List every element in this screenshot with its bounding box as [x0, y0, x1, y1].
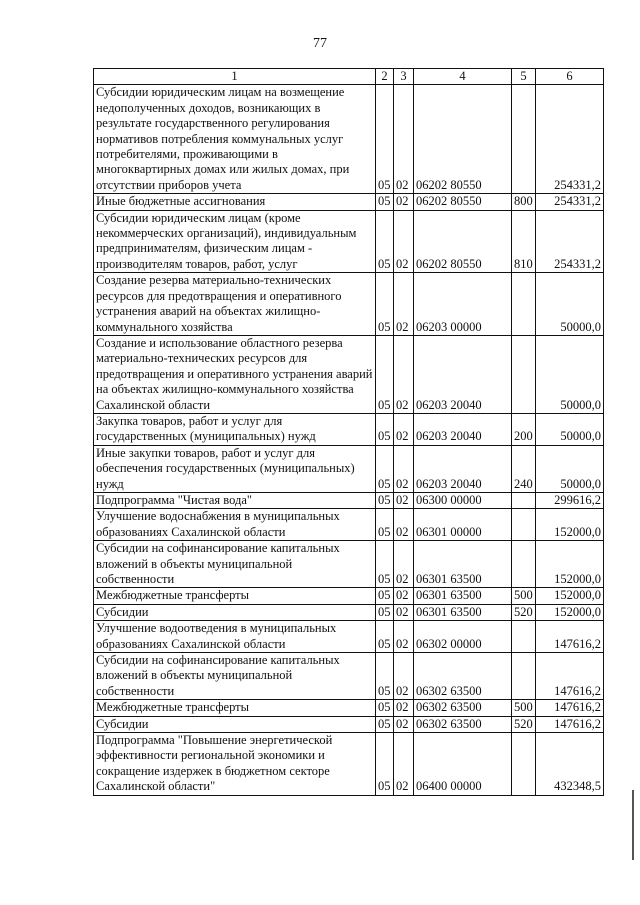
row-vr-cell	[512, 621, 536, 653]
row-csr-cell: 06203 20040	[414, 335, 512, 413]
row-csr-cell: 06202 80550	[414, 85, 512, 194]
row-vr-cell: 520	[512, 604, 536, 620]
row-vr-cell	[512, 335, 536, 413]
row-pr-cell: 02	[394, 413, 414, 445]
row-rz-cell: 05	[376, 604, 394, 620]
row-pr-cell: 02	[394, 588, 414, 604]
row-pr-cell: 02	[394, 273, 414, 336]
row-rz-cell: 05	[376, 621, 394, 653]
row-name-cell: Улучшение водоотведения в муниципальных образованиях Сахалинской области	[94, 621, 376, 653]
row-rz-cell: 05	[376, 700, 394, 716]
row-vr-cell: 500	[512, 588, 536, 604]
row-csr-cell: 06302 63500	[414, 700, 512, 716]
row-rz-cell: 05	[376, 273, 394, 336]
row-pr-cell: 02	[394, 210, 414, 273]
row-amount-cell: 254331,2	[536, 85, 604, 194]
table-row	[94, 541, 604, 588]
row-rz-cell: 05	[376, 194, 394, 210]
row-amount-cell: 152000,0	[536, 541, 604, 588]
row-vr-cell: 500	[512, 700, 536, 716]
row-amount-cell: 50000,0	[536, 445, 604, 492]
row-amount-cell: 152000,0	[536, 604, 604, 620]
row-pr-cell: 02	[394, 445, 414, 492]
table-row	[94, 85, 604, 194]
row-vr-cell	[512, 541, 536, 588]
table-row	[94, 509, 604, 541]
row-csr-cell: 06202 80550	[414, 194, 512, 210]
table-row	[94, 653, 604, 700]
row-amount-cell: 147616,2	[536, 653, 604, 700]
row-csr-cell: 06301 00000	[414, 509, 512, 541]
row-csr-cell: 06302 63500	[414, 716, 512, 732]
row-pr-cell: 02	[394, 85, 414, 194]
row-rz-cell: 05	[376, 492, 394, 508]
row-vr-cell	[512, 85, 536, 194]
row-csr-cell: 06400 00000	[414, 733, 512, 796]
header-col-5: 5	[512, 69, 536, 85]
header-row	[94, 69, 604, 85]
row-amount-cell: 254331,2	[536, 210, 604, 273]
row-pr-cell: 02	[394, 621, 414, 653]
header-col-2: 2	[376, 69, 394, 85]
row-pr-cell: 02	[394, 700, 414, 716]
table-row	[94, 335, 604, 413]
row-amount-cell: 152000,0	[536, 509, 604, 541]
row-vr-cell: 800	[512, 194, 536, 210]
table-row	[94, 194, 604, 210]
row-name-cell: Подпрограмма "Повышение энергетической эффективности региональной экономики и сокращение издержек в бюджетном секторе Сахалинской области"	[94, 733, 376, 796]
row-name-cell: Иные закупки товаров, работ и услуг для обеспечения государственных (муниципальных) нужд	[94, 445, 376, 492]
row-pr-cell: 02	[394, 492, 414, 508]
row-rz-cell: 05	[376, 210, 394, 273]
row-name-cell: Улучшение водоснабжения в муниципальных образованиях Сахалинской области	[94, 509, 376, 541]
scan-edge-artifact	[632, 790, 634, 860]
table-row	[94, 492, 604, 508]
row-rz-cell: 05	[376, 335, 394, 413]
row-name-cell: Закупка товаров, работ и услуг для государственных (муниципальных) нужд	[94, 413, 376, 445]
row-name-cell: Создание резерва материально-технических ресурсов для предотвращения и оперативного устранения аварий на объектах жилищно-коммунального хозяйства	[94, 273, 376, 336]
row-rz-cell: 05	[376, 413, 394, 445]
row-name-cell: Субсидии	[94, 604, 376, 620]
row-pr-cell: 02	[394, 716, 414, 732]
row-pr-cell: 02	[394, 509, 414, 541]
row-amount-cell: 50000,0	[536, 273, 604, 336]
row-vr-cell	[512, 509, 536, 541]
row-pr-cell: 02	[394, 541, 414, 588]
row-vr-cell	[512, 273, 536, 336]
row-csr-cell: 06203 20040	[414, 413, 512, 445]
row-name-cell: Субсидии на софинансирование капитальных вложений в объекты муниципальной собственности	[94, 541, 376, 588]
table-row	[94, 700, 604, 716]
table-row	[94, 210, 604, 273]
row-name-cell: Создание и использование областного резерва материально-технических ресурсов для предотвращения и оперативного устранения аварий на объектах жилищно-коммунального хозяйства Сахалинской области	[94, 335, 376, 413]
row-amount-cell: 432348,5	[536, 733, 604, 796]
row-csr-cell: 06302 00000	[414, 621, 512, 653]
row-name-cell: Субсидии юридическим лицам на возмещение недополученных доходов, возникающих в результате государственного регулирования нормативов потребления коммунальных услуг потребителями, проживающими в многоквартирных домах или жилых домах, при отсутствии приборов учета	[94, 85, 376, 194]
header-col-6: 6	[536, 69, 604, 85]
row-csr-cell: 06301 63500	[414, 541, 512, 588]
row-pr-cell: 02	[394, 194, 414, 210]
page-number: 77	[313, 36, 327, 51]
row-name-cell: Субсидии	[94, 716, 376, 732]
row-csr-cell: 06301 63500	[414, 604, 512, 620]
row-csr-cell: 06202 80550	[414, 210, 512, 273]
row-rz-cell: 05	[376, 541, 394, 588]
row-vr-cell	[512, 733, 536, 796]
row-rz-cell: 05	[376, 716, 394, 732]
row-amount-cell: 50000,0	[536, 413, 604, 445]
header-col-1: 1	[94, 69, 376, 85]
row-csr-cell: 06203 20040	[414, 445, 512, 492]
table-row	[94, 604, 604, 620]
row-amount-cell: 50000,0	[536, 335, 604, 413]
row-amount-cell: 299616,2	[536, 492, 604, 508]
row-name-cell: Иные бюджетные ассигнования	[94, 194, 376, 210]
row-rz-cell: 05	[376, 733, 394, 796]
row-amount-cell: 147616,2	[536, 621, 604, 653]
row-name-cell: Межбюджетные трансферты	[94, 588, 376, 604]
table-row	[94, 273, 604, 336]
row-amount-cell: 152000,0	[536, 588, 604, 604]
table-row	[94, 733, 604, 796]
header-col-3: 3	[394, 69, 414, 85]
row-vr-cell: 520	[512, 716, 536, 732]
row-vr-cell	[512, 492, 536, 508]
table-row	[94, 716, 604, 732]
row-csr-cell: 06203 00000	[414, 273, 512, 336]
row-amount-cell: 147616,2	[536, 716, 604, 732]
row-rz-cell: 05	[376, 588, 394, 604]
table-row	[94, 445, 604, 492]
row-name-cell: Субсидии на софинансирование капитальных вложений в объекты муниципальной собственности	[94, 653, 376, 700]
row-name-cell: Межбюджетные трансферты	[94, 700, 376, 716]
row-csr-cell: 06301 63500	[414, 588, 512, 604]
row-name-cell: Подпрограмма "Чистая вода"	[94, 492, 376, 508]
row-pr-cell: 02	[394, 604, 414, 620]
row-rz-cell: 05	[376, 653, 394, 700]
row-csr-cell: 06300 00000	[414, 492, 512, 508]
row-rz-cell: 05	[376, 509, 394, 541]
row-vr-cell: 200	[512, 413, 536, 445]
row-rz-cell: 05	[376, 85, 394, 194]
row-name-cell: Субсидии юридическим лицам (кроме некоммерческих организаций), индивидуальным предпринимателям, физическим лицам - производителям товаров, работ, услуг	[94, 210, 376, 273]
table-row	[94, 621, 604, 653]
row-pr-cell: 02	[394, 653, 414, 700]
row-pr-cell: 02	[394, 733, 414, 796]
header-col-4: 4	[414, 69, 512, 85]
row-rz-cell: 05	[376, 445, 394, 492]
row-vr-cell	[512, 653, 536, 700]
table-row	[94, 588, 604, 604]
row-vr-cell: 810	[512, 210, 536, 273]
row-pr-cell: 02	[394, 335, 414, 413]
row-vr-cell: 240	[512, 445, 536, 492]
row-amount-cell: 254331,2	[536, 194, 604, 210]
budget-table	[93, 68, 604, 796]
row-csr-cell: 06302 63500	[414, 653, 512, 700]
table-row	[94, 413, 604, 445]
row-amount-cell: 147616,2	[536, 700, 604, 716]
